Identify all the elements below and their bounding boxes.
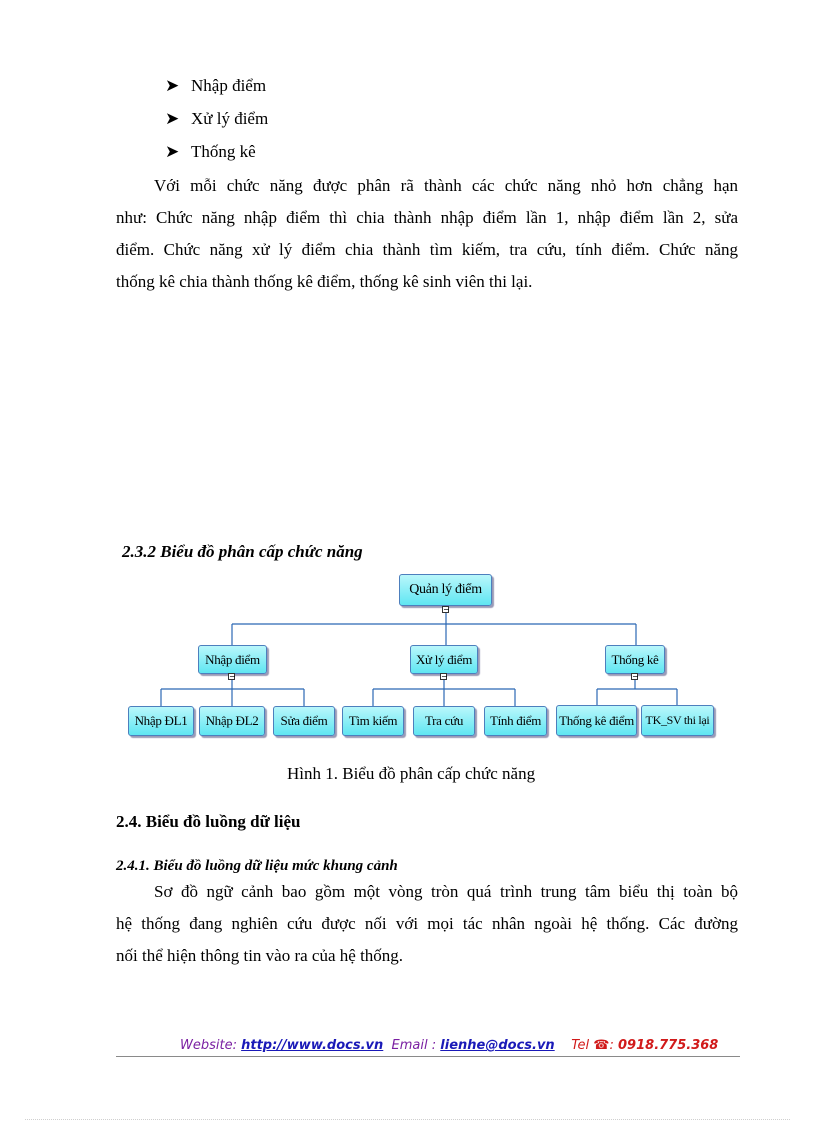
- diagram-node-level1: Nhập điểm: [198, 645, 267, 674]
- paragraph-line: Sơ đồ ngữ cảnh bao gồm một vòng tròn quá trình trung tâm biểu thị toàn bộ: [154, 882, 738, 901]
- bullet-text: Thống kê: [191, 142, 256, 161]
- footer-phone-number: 0918.775.368: [618, 1038, 719, 1053]
- diagram-node-level2: Sửa điểm: [273, 706, 335, 736]
- diagram-node-level2: TK_SV thi lại: [641, 705, 714, 736]
- diagram-node-level2: Thống kê điểm: [556, 705, 637, 736]
- body-paragraph: [116, 876, 738, 972]
- footer-phone-label: Tel ☎:: [571, 1038, 614, 1053]
- footer-website-label: Website:: [180, 1038, 237, 1053]
- paragraph-line: điểm. Chức năng xử lý điểm chia thành tìm kiếm, tra cứu, tính điểm. Chức năng: [116, 240, 738, 259]
- paragraph-line: nối thể hiện thông tin vào ra của hệ thống.: [116, 946, 404, 965]
- footer-email-link[interactable]: lienhe@docs.vn: [440, 1038, 555, 1053]
- arrow-bullet-icon: ➤: [165, 109, 180, 128]
- bullet-text: Xử lý điểm: [191, 109, 269, 128]
- diagram-node-level2: Tính điểm: [484, 706, 547, 736]
- page-footer: [180, 1038, 718, 1053]
- paragraph-line: như: Chức năng nhập điểm thì chia thành nhập điểm lần 1, nhập điểm lần 2, sửa: [116, 208, 738, 227]
- diagram-node-level1: Xử lý điểm: [410, 645, 478, 674]
- section-heading: 2.3.2 Biểu đồ phân cấp chức năng: [122, 542, 363, 561]
- collapse-icon: −: [632, 672, 639, 681]
- paragraph-line: hệ thống đang nghiên cứu được nối với mọi tác nhân ngoài hệ thống. Các đường: [116, 914, 738, 933]
- footer-email-label: Email :: [391, 1038, 437, 1053]
- subsection-heading: 2.4.1. Biểu đồ luồng dữ liệu mức khung cảnh: [116, 858, 398, 874]
- page-bottom-border: [25, 1119, 790, 1120]
- diagram-node-level2: Nhập ĐL1: [128, 706, 194, 736]
- footer-website-link[interactable]: http://www.docs.vn: [241, 1038, 384, 1053]
- diagram-node-root: Quản lý điểm: [399, 574, 492, 606]
- diagram-node-level1: Thống kê: [605, 645, 665, 674]
- diagram-node-level2: Tìm kiếm: [342, 706, 404, 736]
- collapse-icon: −: [443, 605, 450, 614]
- arrow-bullet-icon: ➤: [165, 142, 180, 161]
- paragraph-line: Với mỗi chức năng được phân rã thành các chức năng nhỏ hơn chẳng hạn: [154, 176, 738, 195]
- bullet-text: Nhập điểm: [191, 76, 267, 95]
- figure-caption: Hình 1. Biểu đồ phân cấp chức năng: [287, 764, 536, 783]
- diagram-node-level2: Nhập ĐL2: [199, 706, 265, 736]
- arrow-bullet-icon: ➤: [165, 76, 180, 95]
- footer-divider: [116, 1056, 740, 1057]
- paragraph-line: thống kê chia thành thống kê điểm, thống kê sinh viên thi lại.: [116, 272, 533, 291]
- section-heading: 2.4. Biểu đồ luồng dữ liệu: [116, 812, 301, 831]
- collapse-icon: −: [441, 672, 448, 681]
- diagram-node-level2: Tra cứu: [413, 706, 475, 736]
- collapse-icon: −: [229, 672, 236, 681]
